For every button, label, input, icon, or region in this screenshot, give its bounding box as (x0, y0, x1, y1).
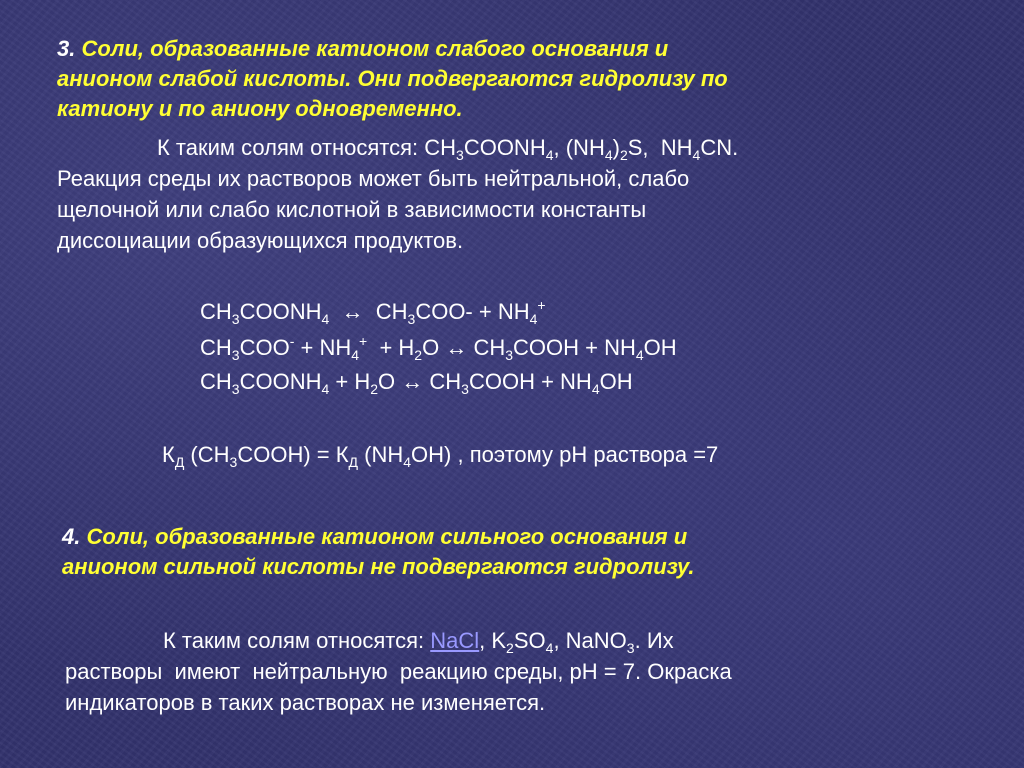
section3-body-line: щелочной или слабо кислотной в зависимости константы (57, 197, 647, 222)
eq-term: К (162, 442, 175, 467)
section4-heading-line: Соли, образованные катионом сильного основания и (80, 524, 688, 549)
eq-term: OH (643, 335, 677, 360)
section3-intro: К таким солям относятся: $CH_3COONH_4$, $(NH_4)_2S$, $NH_4CN$. (157, 135, 739, 163)
section3-body (57, 132, 738, 256)
eq-sup: - (289, 333, 295, 349)
eq-term: (CH (184, 442, 230, 467)
salt-sub: 2 (506, 640, 514, 656)
section3-number: 3. (57, 36, 76, 61)
eq-sub: 4 (321, 381, 330, 397)
equilibrium-arrow: ↔ (401, 369, 424, 394)
eq-sub: 4 (351, 347, 360, 363)
eq-sub: 4 (403, 454, 412, 470)
section4-intro (65, 625, 732, 656)
equilibrium-arrow: ↔ (445, 335, 468, 360)
salt-text: , NaNO (553, 628, 627, 653)
eq-term: COOH) = К (237, 442, 349, 467)
section3-heading-line: катиону и по аниону одновременно. (57, 96, 463, 121)
eq-sub: Д (174, 454, 185, 470)
section3-heading (57, 34, 728, 124)
eq-sub: 4 (591, 381, 600, 397)
eq-term: CH (200, 335, 232, 360)
eq-sub: 4 (635, 347, 644, 363)
eq-term: OH) , поэтому pH раствора =7 (411, 442, 719, 467)
eq-term: O (422, 335, 446, 360)
eq-term: COOH + NH (468, 369, 592, 394)
eq-term: + H (367, 335, 415, 360)
eq-term: COOH + NH (513, 335, 636, 360)
dissociation-constant-line (162, 442, 718, 468)
eq-sub: 4 (529, 311, 538, 327)
salt-sub: 4 (545, 640, 554, 656)
section3-body-line: диссоциации образующихся продуктов. (57, 228, 464, 253)
eq-term: CH (423, 369, 462, 394)
section4-number: 4. (62, 524, 81, 549)
eq-sup: + (359, 333, 368, 349)
eq-term: O (378, 369, 402, 394)
equilibrium-arrow: ↔ (341, 299, 364, 324)
section3-body-line: Реакция среды их растворов может быть нейтральной, слабо (57, 166, 690, 191)
salt-sub: 3 (626, 640, 635, 656)
eq-sub: 3 (231, 381, 240, 397)
eq-sup: + (537, 297, 546, 313)
eq-term: CH (200, 369, 232, 394)
eq-sub: 2 (370, 381, 379, 397)
nacl-link[interactable]: NaCl (430, 628, 480, 653)
eq-term: + NH (294, 335, 352, 360)
eq-term: CH (200, 299, 232, 324)
salt-text: SO (513, 628, 546, 653)
section4-body-line: индикаторов в таких растворах не изменяется. (65, 690, 546, 715)
eq-sub: 3 (407, 311, 416, 327)
section4-body-line: растворы имеют нейтральную реакцию среды, pH = 7. Окраска (65, 659, 732, 684)
section3-heading-line: Соли, образованные катионом слабого основания и (75, 36, 669, 61)
eq-term: CH (467, 335, 506, 360)
eq-term: OH (599, 369, 633, 394)
section4-heading-line: анионом сильной кислоты не подвергаются гидролизу. (62, 554, 695, 579)
equation-2 (200, 330, 677, 366)
section4-body (65, 625, 732, 718)
eq-sub: 3 (229, 454, 238, 470)
eq-sub: 4 (321, 311, 330, 327)
eq-sub: 3 (505, 347, 514, 363)
eq-term: (NH (358, 442, 404, 467)
intro-text: К таким солям относятся: (163, 628, 431, 653)
eq-term: + H (329, 369, 371, 394)
eq-term: COONH (239, 369, 322, 394)
section4-heading (62, 522, 695, 582)
salt-text: . Их (634, 628, 674, 653)
eq-term: COO (239, 335, 290, 360)
eq-sub: 2 (414, 347, 423, 363)
section3-heading-line: анионом слабой кислоты. Они подвергаются гидролизу по (57, 66, 728, 91)
eq-sub: 3 (231, 347, 240, 363)
salt-text: , K (479, 628, 507, 653)
eq-term: COONH (239, 299, 322, 324)
equation-1 (200, 294, 546, 330)
eq-sub: Д (348, 454, 359, 470)
equation-3 (200, 364, 633, 400)
eq-sub: 3 (461, 381, 469, 397)
intro-text: К таким солям относятся: (157, 135, 425, 160)
eq-term: COO- + NH (415, 299, 530, 324)
eq-term: CH (375, 299, 408, 324)
eq-sub: 3 (231, 311, 240, 327)
